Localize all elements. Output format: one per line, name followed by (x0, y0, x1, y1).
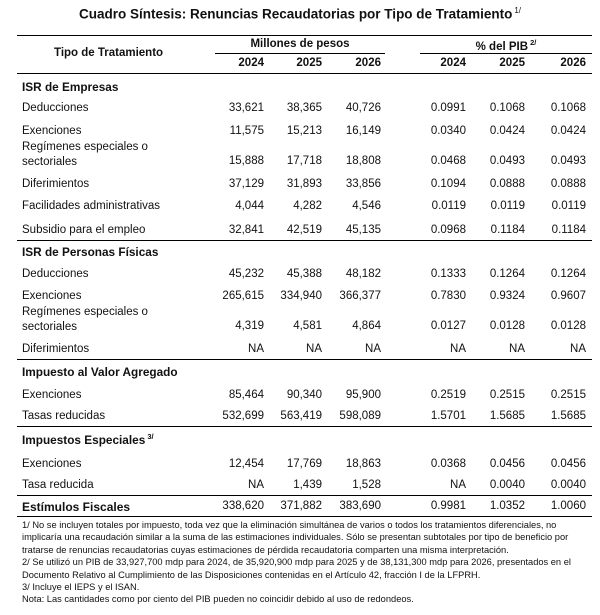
row-value: NA (450, 479, 466, 491)
row-value: 37,129 (228, 178, 264, 190)
row-value: 45,388 (286, 268, 322, 280)
row-value: 0.0493 (489, 155, 525, 167)
row-value: 0.1094 (430, 178, 466, 190)
section-rule (17, 240, 592, 241)
row-value: 17,769 (286, 458, 322, 470)
row-label: Diferimientos (22, 343, 90, 355)
row-value: 11,575 (229, 125, 264, 137)
row-label: Deducciones (22, 102, 89, 114)
header-year: 2026 (560, 57, 586, 69)
row-value: 85,464 (228, 389, 264, 401)
footnote-2: 2/ Se utilizó un PIB de 33,927,700 mdp para 2024, de 35,920,900 mdp para 2025 y de 38,131,300 mdp para 2026, presentados en el Documento Relativo al Cumplimiento de las Disposiciones contenidas en el Artículo 42, fracción I de la LFPRH. (22, 557, 571, 580)
row-value: 0.1264 (489, 268, 525, 280)
row-value: NA (509, 343, 525, 355)
header-row-label: Tipo de Tratamiento (54, 47, 164, 59)
row-value: 563,419 (280, 410, 322, 422)
title-text: Cuadro Síntesis: Renuncias Recaudatorias por Tipo de Tratamiento (78, 6, 513, 22)
footnote-nota: Nota: Las cantidades como por ciento del PIB pueden no coincidir debido al uso de redondeos. (22, 594, 414, 605)
row-value: 4,044 (235, 200, 264, 212)
row-value: 33,856 (345, 178, 381, 190)
row-label: Exenciones (22, 458, 82, 470)
footnote-3: 3/ Incluye el IEPS y el ISAN. (22, 582, 140, 593)
group-rule-pib (420, 53, 592, 54)
row-value: 0.0340 (430, 125, 466, 137)
table-top-rule (17, 35, 592, 36)
footnotes (22, 519, 592, 606)
row-value: 0.1264 (550, 268, 586, 280)
row-value: 90,340 (286, 389, 322, 401)
row-value: 0.0040 (489, 479, 525, 491)
row-value: 0.9324 (489, 290, 525, 302)
row-value: 45,232 (228, 268, 264, 280)
group-rule-millones (215, 53, 385, 54)
section-title: Impuesto al Valor Agregado (22, 365, 178, 379)
row-value: 33,621 (228, 102, 264, 114)
row-label: Tasas reducidas (22, 410, 106, 422)
row-value: 0.0128 (489, 320, 525, 332)
row-label: Regímenes especiales o sectoriales (22, 306, 148, 333)
section-rule (17, 426, 592, 427)
header-group-pib-footnote-ref: 2/ (528, 38, 537, 47)
row-value: 0.0424 (489, 125, 525, 137)
row-label: Exenciones (22, 290, 82, 302)
row-value: 15,213 (286, 125, 322, 137)
section-title: ISR de Personas Físicas (22, 245, 159, 259)
section-rule (17, 359, 592, 360)
header-group-millones: Millones de pesos (250, 38, 350, 50)
table-title (0, 6, 600, 22)
row-value: 0.0456 (550, 458, 586, 470)
row-value: 1,439 (293, 479, 322, 491)
total-value: 338,620 (222, 500, 264, 512)
row-value: 598,089 (339, 410, 381, 422)
total-value: 1.0352 (489, 500, 525, 512)
row-value: 0.9607 (550, 290, 586, 302)
row-value: 1.5685 (489, 410, 525, 422)
row-value: 42,519 (286, 224, 322, 236)
row-value: 0.2515 (489, 389, 525, 401)
row-value: 31,893 (286, 178, 322, 190)
row-value: 0.0368 (430, 458, 466, 470)
row-value: 0.0128 (550, 320, 586, 332)
row-value: 0.0127 (430, 320, 466, 332)
row-value: 0.0888 (489, 178, 525, 190)
row-value: NA (248, 479, 264, 491)
row-value: 334,940 (280, 290, 322, 302)
header-group-pib: % del PIB $^{2/}$ (475, 38, 537, 53)
row-value: NA (365, 343, 381, 355)
header-bottom-rule (17, 73, 592, 74)
row-value: NA (450, 343, 466, 355)
header-year: 2025 (499, 57, 525, 69)
row-value: 0.0456 (489, 458, 525, 470)
table-bottom-rule (17, 516, 592, 517)
row-value: 18,808 (345, 155, 381, 167)
section-title: ISR de Empresas (22, 80, 119, 94)
row-value: 1,528 (352, 479, 381, 491)
row-value: 1.5701 (430, 410, 466, 422)
header-year: 2024 (238, 57, 264, 69)
row-label: Facilidades administrativas (22, 200, 161, 212)
row-value: 12,454 (228, 458, 264, 470)
row-value: 4,319 (235, 320, 264, 332)
row-value: 0.0119 (551, 200, 586, 212)
row-value: 0.2515 (550, 389, 586, 401)
row-value: 0.0493 (550, 155, 586, 167)
row-value: 0.0888 (550, 178, 586, 190)
row-value: 0.1184 (490, 224, 525, 236)
row-value: 95,900 (345, 389, 381, 401)
row-value: 1.5685 (550, 410, 586, 422)
header-year: 2024 (440, 57, 466, 69)
row-value: 16,149 (345, 125, 381, 137)
row-label: Subsidio para el empleo (22, 224, 146, 236)
row-value: 4,546 (352, 200, 381, 212)
row-label: Diferimientos (22, 178, 90, 190)
row-value: 45,135 (345, 224, 381, 236)
row-value: NA (570, 343, 586, 355)
row-value: 40,726 (345, 102, 381, 114)
row-value: 38,365 (286, 102, 322, 114)
header-year: 2026 (355, 57, 381, 69)
row-value: 17,718 (286, 155, 322, 167)
row-label: Exenciones (22, 389, 82, 401)
row-value: 15,888 (228, 155, 264, 167)
row-value: 0.0040 (550, 479, 586, 491)
total-value: 383,690 (339, 500, 381, 512)
row-value: 0.0424 (550, 125, 586, 137)
footnote-1: 1/ No se incluyen totales por impuesto, toda vez que la eliminación simultánea de varios o todos los tratamientos diferenciales, no implicaría una recaudación similar a la suma de las estimaciones individuales. Sólo se presentan subtotales por tipo de beneficio por tratarse de renuncias recaudatorias cuyas estimaciones de pérdida recaudatoria comparten una misma interpretación. (22, 520, 569, 555)
row-value: 4,282 (293, 200, 322, 212)
row-value: 0.1333 (430, 268, 466, 280)
row-value: 0.1184 (551, 224, 586, 236)
total-value: 0.9981 (430, 500, 466, 512)
row-value: NA (306, 343, 322, 355)
title-footnote-ref: 1/ (514, 6, 522, 15)
row-value: 0.0119 (490, 200, 525, 212)
row-value: 4,864 (352, 320, 381, 332)
total-value: 371,882 (280, 500, 322, 512)
row-value: 0.1068 (550, 102, 586, 114)
row-value: 532,699 (222, 410, 264, 422)
row-value: 18,863 (345, 458, 381, 470)
section-rule (17, 495, 592, 496)
row-value: 0.0991 (430, 102, 466, 114)
total-label: Estímulos Fiscales (22, 500, 131, 514)
total-value: 1.0060 (550, 500, 586, 512)
row-value: 265,615 (222, 290, 264, 302)
row-value: 0.0119 (431, 200, 466, 212)
row-value: 0.1068 (489, 102, 525, 114)
row-label: Deducciones (22, 268, 89, 280)
row-value: 0.0968 (430, 224, 466, 236)
row-label: Tasa reducida (22, 479, 94, 491)
row-value: 0.2519 (430, 389, 466, 401)
row-value: 366,377 (339, 290, 381, 302)
row-value: NA (248, 343, 264, 355)
row-value: 48,182 (345, 268, 381, 280)
header-year: 2025 (296, 57, 322, 69)
row-value: 4,581 (293, 320, 322, 332)
row-value: 32,841 (228, 224, 264, 236)
section-title: Impuestos Especiales $^{3/}$ (22, 432, 154, 447)
row-value: 0.7830 (430, 290, 466, 302)
row-value: 0.0468 (430, 155, 466, 167)
section-footnote-ref: 3/ (145, 432, 154, 441)
row-label: Exenciones (22, 125, 82, 137)
row-label: Regímenes especiales o sectoriales (22, 141, 148, 168)
